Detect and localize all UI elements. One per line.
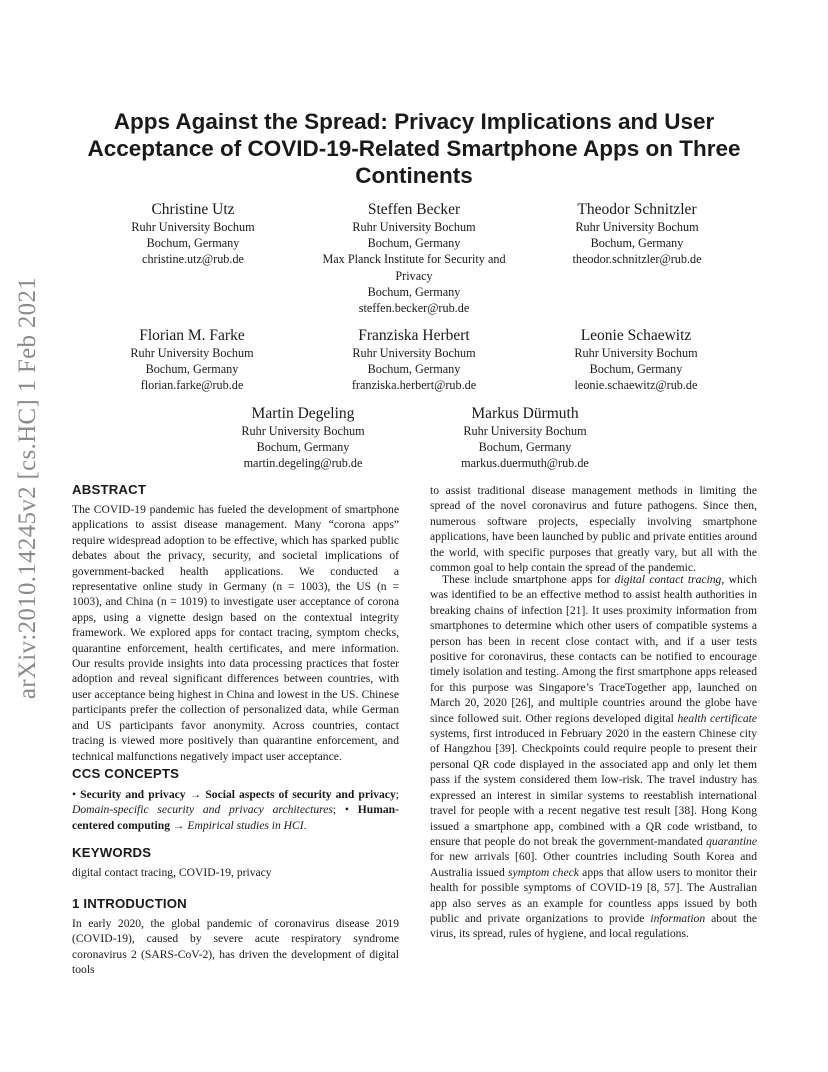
text-run: , which was identified to be an effective method to assist health authorities in breaking chains of infection [21]. It uses proximity information from smartphones to determine which other users of compatible systems a person has been in recent close contact with, and if a user tests positive for coronavirus, these contacts can be notified to encourage timely isolation and testing. Among the first smartphone apps released for this purpose was Singapore’s TraceTogether app, launched on March 20, 2020 [26], and multiple countries around the globe have since followed suit. Other regions developed digital <box>430 573 757 725</box>
author-block <box>77 326 307 394</box>
author-location: Bochum, Germany <box>478 440 572 455</box>
author-block <box>299 200 529 316</box>
period: . <box>303 818 307 832</box>
text-run: These include smartphone apps for <box>442 573 615 586</box>
author-location: Bochum, Germany <box>367 236 461 251</box>
author-email: theodor.schnitzler@rub.de <box>572 252 702 267</box>
paper-title: Apps Against the Spread: Privacy Implications and User Acceptance of COVID-19-Related Smartphone Apps on Three Continents <box>87 109 741 188</box>
author-affiliation: Max Planck Institute for Security and <box>322 252 506 267</box>
ccs-term: Empirical studies in HCI <box>187 818 304 832</box>
introduction-text: In early 2020, the global pandemic of coronavirus disease 2019 (COVID-19), caused by severe acute respiratory syndrome coronavirus 2 (SARS-CoV-2), has driven the development of digital tools <box>72 917 399 977</box>
text-run: about the virus, its spread, rules of hygiene, and local regulations. <box>430 911 758 941</box>
intro-paragraph <box>430 572 757 942</box>
author-block <box>299 326 529 394</box>
author-affiliation: Ruhr University Bochum <box>574 346 698 360</box>
emphasis: information <box>650 911 706 925</box>
ccs-term: Security and privacy <box>80 788 186 801</box>
text-run: for new arrivals [60]. Other countries including South Korea and Australia issued <box>430 850 757 879</box>
keywords-text: digital contact tracing, COVID-19, privacy <box>72 866 272 879</box>
author-location: Bochum, Germany <box>367 284 461 299</box>
text-run: systems, first introduced in February 2020 in the eastern Chinese city of Hangzhou [39]. Checkpoints could require people to present their personal QR code displayed in the associated app and only let them pass if the system considered them low-risk. The travel industry has expressed an interest in similar systems to reestablish international travel for people with a recent negative test result [38]. Hong Kong issued a smartphone app, combined with a QR code wristband, to ensure that people do not break the government-mandated <box>430 727 757 848</box>
author-email: christine.utz@rub.de <box>142 252 244 267</box>
ccs-term: Social aspects of security and privacy <box>205 788 396 801</box>
author-affiliation: Ruhr University Bochum <box>241 424 365 438</box>
author-location: Bochum, Germany <box>590 236 684 251</box>
author-name: Markus Dürmuth <box>471 405 579 422</box>
author-affiliation: Ruhr University Bochum <box>463 424 587 438</box>
author-affiliation: Ruhr University Bochum <box>352 346 476 360</box>
author-block <box>522 200 752 268</box>
keywords-heading: KEYWORDS <box>72 845 152 860</box>
abstract-heading: ABSTRACT <box>72 482 147 497</box>
author-email: martin.degeling@rub.de <box>243 456 363 471</box>
author-email: florian.farke@rub.de <box>140 378 244 393</box>
emphasis: symptom check <box>508 865 579 879</box>
arrow: → <box>170 818 188 832</box>
emphasis: health certificate <box>677 711 757 725</box>
author-affiliation: Ruhr University Bochum <box>131 220 255 234</box>
separator: ; <box>395 788 399 801</box>
author-affiliation: Ruhr University Bochum <box>130 346 254 360</box>
author-name: Martin Degeling <box>251 405 355 422</box>
author-name: Leonie Schaewitz <box>580 327 692 344</box>
text-run: apps that allow users to monitor their health for possible symptoms of COVID-19 [8, 57]. The Australian app also serves as an example for countless apps issued by both public and private organizations to provide <box>430 865 757 925</box>
author-email: steffen.becker@rub.de <box>358 301 470 316</box>
separator: ; • <box>332 803 358 817</box>
author-email: markus.duermuth@rub.de <box>461 456 589 471</box>
arrow: → <box>185 788 206 801</box>
author-affiliation: Ruhr University Bochum <box>352 220 476 234</box>
bullet: • <box>72 788 81 801</box>
author-affiliation: Privacy <box>395 268 433 283</box>
emphasis: digital contact tracing <box>614 573 722 586</box>
author-location: Bochum, Germany <box>256 440 350 455</box>
author-name: Steffen Becker <box>367 201 461 218</box>
introduction-heading: 1 INTRODUCTION <box>72 896 187 911</box>
ccs-heading: CCS CONCEPTS <box>72 766 180 781</box>
author-affiliation: Ruhr University Bochum <box>575 220 699 234</box>
ccs-text <box>72 787 399 833</box>
author-location: Bochum, Germany <box>367 362 461 377</box>
author-name: Theodor Schnitzler <box>577 201 697 218</box>
author-block <box>521 326 751 394</box>
ccs-term: Human-centered computing <box>72 803 399 832</box>
abstract-text: The COVID-19 pandemic has fueled the development of smartphone applications to assist disease management. Many “corona apps” require widespread adoption to be effective, which has sparked public debates about the privacy, security, and societal implications of government-backed health applications. We conducted a representative online study in Germany (n = 1003), the US (n = 1003), and China (n = 1019) to investigate user acceptance of corona apps, using a vignette design based on the contextual integrity framework. We explored apps for contact tracing, symptom checks, quarantine enforcement, health certificates, and mere information. Our results provide insights into data processing practices that foster adoption and reveal significant differences between countries, with user acceptance being highest in China and lowest in the US. Chinese participants prefer the collection of personalized data, while German and US participants favor anonymity. Across countries, contact tracing is viewed more positively than quarantine enforcement, and technical malfunctions negatively impact user acceptance. <box>72 503 399 763</box>
author-name: Franziska Herbert <box>358 327 470 344</box>
author-location: Bochum, Germany <box>145 362 239 377</box>
emphasis: quarantine <box>706 834 757 848</box>
author-email: franziska.herbert@rub.de <box>351 378 477 393</box>
author-block <box>188 404 418 472</box>
arxiv-identifier-text: arXiv:2010.14245v2 [cs.HC] 1 Feb 2021 <box>14 276 41 700</box>
author-email: leonie.schaewitz@rub.de <box>574 378 698 393</box>
author-block <box>410 404 640 472</box>
author-name: Florian M. Farke <box>139 327 245 344</box>
arxiv-identifier <box>8 276 48 700</box>
author-location: Bochum, Germany <box>146 236 240 251</box>
intro-paragraph: to assist traditional disease management methods in limiting the spread of the novel coronavirus and future pathogens. Since then, numerous software projects, especially involving smartphone applications, have been launched by public and private entities around the world, with specific purposes that greatly vary, but all with the common goal to help contain the spread of the pandemic. <box>430 484 757 575</box>
author-name: Christine Utz <box>151 201 235 218</box>
author-location: Bochum, Germany <box>589 362 683 377</box>
author-block <box>78 200 308 268</box>
ccs-term: Domain-specific security and privacy architectures <box>72 803 333 817</box>
